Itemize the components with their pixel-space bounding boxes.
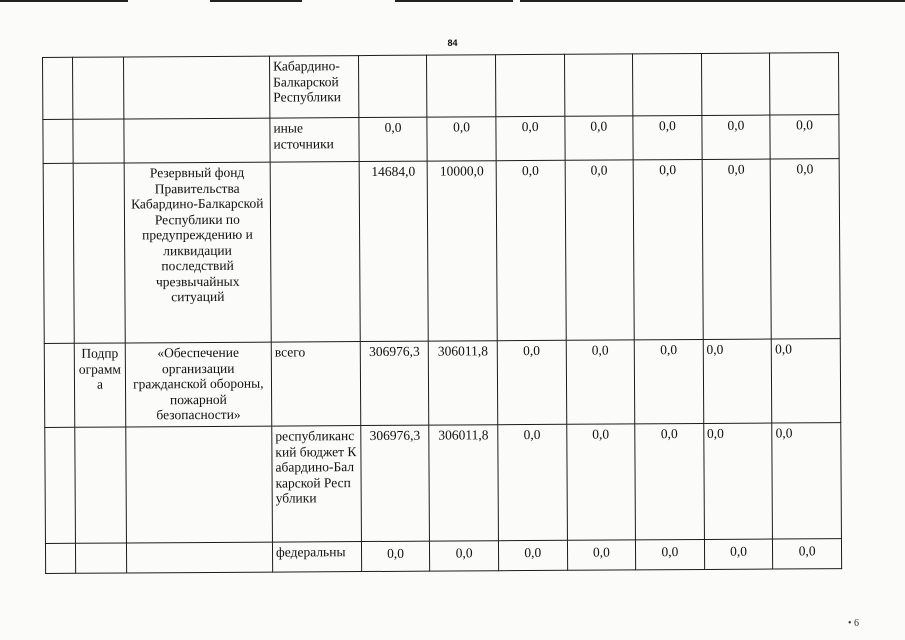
table-row	[43, 115, 839, 164]
funding-source-cell: Кабардино-Балкарской Республики	[269, 56, 358, 119]
value-cell: 0,0	[635, 423, 704, 539]
value-cell	[495, 54, 564, 116]
value-cell: 0,0	[772, 339, 841, 423]
table-row	[43, 53, 839, 120]
row-number-cell	[43, 163, 74, 343]
budget-table-sheet	[42, 52, 842, 577]
value-cell: 0,0	[498, 540, 567, 570]
table-row	[43, 159, 840, 344]
value-cell: 0,0	[770, 159, 840, 339]
value-cell: 0,0	[564, 116, 633, 160]
program-name-cell: «Обеспечение организации гражданской обороны, пожарной безопасности»	[125, 342, 272, 427]
value-cell: 0,0	[430, 541, 499, 571]
program-type-cell	[76, 543, 127, 573]
value-cell: 306976,3	[361, 425, 430, 541]
funding-source-cell: федеральны	[272, 542, 361, 573]
top-rule-4	[520, 0, 905, 2]
value-cell: 306011,8	[429, 341, 498, 425]
value-cell	[358, 55, 427, 117]
value-cell: 0,0	[566, 424, 635, 540]
value-cell: 0,0	[565, 160, 635, 340]
program-name-cell	[123, 56, 270, 119]
page-number: 84	[447, 38, 458, 48]
table-row	[44, 339, 840, 428]
top-rule-1	[0, 0, 128, 2]
program-type-cell: Подпрограмма	[75, 343, 126, 427]
value-cell: 0,0	[496, 160, 566, 340]
funding-source-cell	[270, 162, 360, 343]
value-cell: 0,0	[566, 340, 635, 424]
value-cell: 0,0	[497, 340, 566, 424]
top-rule-3	[395, 0, 513, 2]
funding-source-cell: иные источники	[270, 118, 359, 163]
program-name-cell	[126, 542, 272, 573]
value-cell: 0,0	[427, 117, 496, 161]
program-name-cell: Резервный фонд Правительства Кабардино-Балкарской Республики по предупреждению и ликвидации последствий чрезвычайных ситуаций	[124, 162, 271, 343]
value-cell	[633, 53, 702, 115]
value-cell: 0,0	[702, 159, 772, 339]
value-cell: 0,0	[773, 539, 842, 569]
row-number-cell	[43, 119, 74, 163]
value-cell: 0,0	[703, 423, 772, 539]
program-type-cell	[73, 57, 124, 119]
value-cell	[701, 53, 770, 115]
value-cell: 0,0	[361, 541, 430, 571]
program-type-cell	[73, 119, 124, 163]
value-cell: 0,0	[772, 423, 841, 539]
value-cell: 0,0	[498, 424, 567, 540]
program-name-cell	[125, 426, 272, 543]
value-cell: 0,0	[702, 115, 771, 159]
stray-mark: • 6	[848, 618, 860, 629]
value-cell: 10000,0	[427, 161, 497, 341]
value-cell: 0,0	[704, 539, 773, 569]
program-name-cell	[124, 118, 271, 163]
row-number-cell	[45, 543, 75, 573]
value-cell: 0,0	[633, 159, 703, 339]
top-rule-2	[210, 0, 302, 2]
program-type-cell	[73, 163, 125, 343]
value-cell: 0,0	[633, 115, 702, 159]
table-row	[45, 539, 841, 574]
row-number-cell	[45, 427, 76, 543]
funding-source-cell: всего	[271, 342, 360, 427]
budget-table	[42, 52, 842, 574]
value-cell: 0,0	[703, 339, 772, 423]
row-number-cell	[43, 57, 74, 119]
value-cell: 0,0	[359, 117, 428, 161]
value-cell: 0,0	[567, 540, 636, 570]
value-cell: 0,0	[496, 116, 565, 160]
funding-source-cell: республиканский бюджет Кабардино-Балкарской Республики	[272, 426, 361, 543]
table-row	[45, 423, 842, 544]
value-cell: 14684,0	[359, 161, 429, 341]
value-cell	[564, 54, 633, 116]
program-type-cell	[75, 427, 126, 543]
value-cell: 306976,3	[360, 341, 429, 425]
value-cell: 0,0	[770, 115, 839, 159]
value-cell: 0,0	[634, 339, 703, 423]
value-cell: 0,0	[636, 539, 705, 569]
value-cell: 306011,8	[429, 425, 498, 541]
row-number-cell	[44, 343, 75, 427]
value-cell	[770, 53, 839, 115]
value-cell	[427, 55, 496, 117]
